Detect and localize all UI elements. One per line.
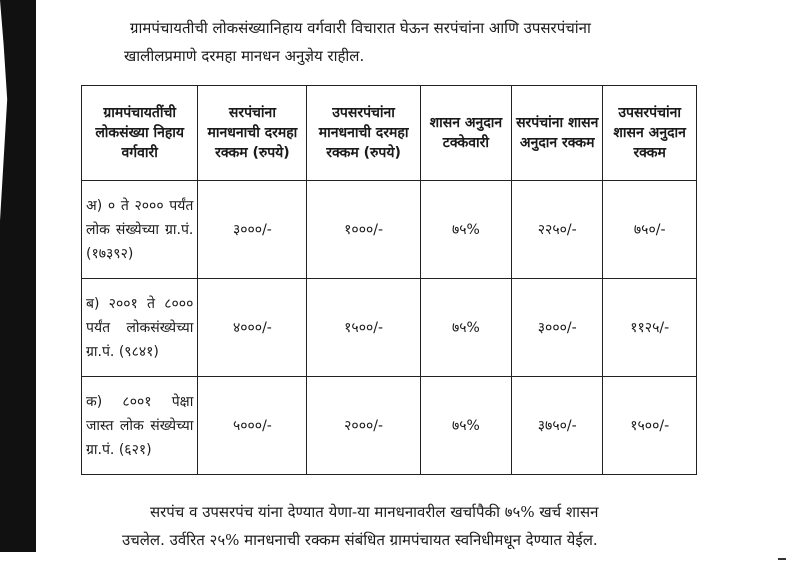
upsarpanch-amount-cell: १०००/- <box>307 181 420 279</box>
table-row <box>82 181 697 279</box>
header-upsarpanch-grant: उपसरपंचांना शासन अनुदान रक्कम <box>603 86 697 181</box>
edge-mark <box>778 558 786 560</box>
upsarpanch-grant-cell: १५००/- <box>603 377 697 475</box>
category-cell: क) ८००१ पेक्षा जास्त लोक संख्येच्या ग्रा.पं. (६२१) <box>82 377 198 475</box>
table-header-row <box>82 86 697 181</box>
table-row <box>82 279 697 377</box>
sarpanch-amount-cell: ३०००/- <box>198 181 307 279</box>
intro-line-2: खालीलप्रमाणे दरमहा मानधन अनुज्ञेय राहील. <box>124 47 365 65</box>
upsarpanch-amount-cell: २०००/- <box>307 377 420 475</box>
sarpanch-grant-cell: ३७५०/- <box>512 377 603 475</box>
header-sarpanch-grant: सरपंचांना शासन अनुदान रक्कम <box>512 86 603 181</box>
header-sarpanch-monthly: सरपंचांना मानधनाची दरमहा रक्कम (रुपये) <box>198 86 307 181</box>
table-row <box>82 377 697 475</box>
grant-percent-cell: ७५% <box>420 279 511 377</box>
sarpanch-grant-cell: ३०००/- <box>512 279 603 377</box>
scan-edge-shadow <box>0 0 36 552</box>
intro-paragraph <box>124 14 730 70</box>
category-cell: अ) ० ते २००० पर्यंत लोक संख्येच्या ग्रा.पं. (१७३९२) <box>82 181 198 279</box>
honorarium-table <box>81 85 697 475</box>
header-upsarpanch-monthly: उपसरपंचांना मानधनाची दरमहा रक्कम (रुपये) <box>307 86 420 181</box>
outro-line-2: उचलेल. उर्वरित २५% मानधनाची रक्कम संबंधित ग्रामपंचायत स्वनिधीमधून देण्यात येईल. <box>122 531 598 549</box>
grant-percent-cell: ७५% <box>420 181 511 279</box>
upsarpanch-grant-cell: ७५०/- <box>603 181 697 279</box>
header-category: ग्रामपंचायतींची लोकसंख्या निहाय वर्गवारी <box>82 86 198 181</box>
upsarpanch-amount-cell: १५००/- <box>307 279 420 377</box>
intro-line-1: ग्रामपंचायतीची लोकसंख्यानिहाय वर्गवारी विचारात घेऊन सरपंचांना आणि उपसरपंचांना <box>130 19 591 37</box>
header-grant-percent: शासन अनुदान टक्केवारी <box>420 86 511 181</box>
category-cell: ब) २००१ ते ८००० पर्यंत लोकसंख्येच्या ग्रा.पं. (९८४१) <box>82 279 198 377</box>
grant-percent-cell: ७५% <box>420 377 511 475</box>
outro-paragraph <box>122 498 710 554</box>
upsarpanch-grant-cell: ११२५/- <box>603 279 697 377</box>
outro-line-1: सरपंच व उपसरपंच यांना देण्यात येणा-या मानधनावरील खर्चापैकी ७५% खर्च शासन <box>150 503 599 521</box>
sarpanch-amount-cell: ४०००/- <box>198 279 307 377</box>
sarpanch-grant-cell: २२५०/- <box>512 181 603 279</box>
sarpanch-amount-cell: ५०००/- <box>198 377 307 475</box>
